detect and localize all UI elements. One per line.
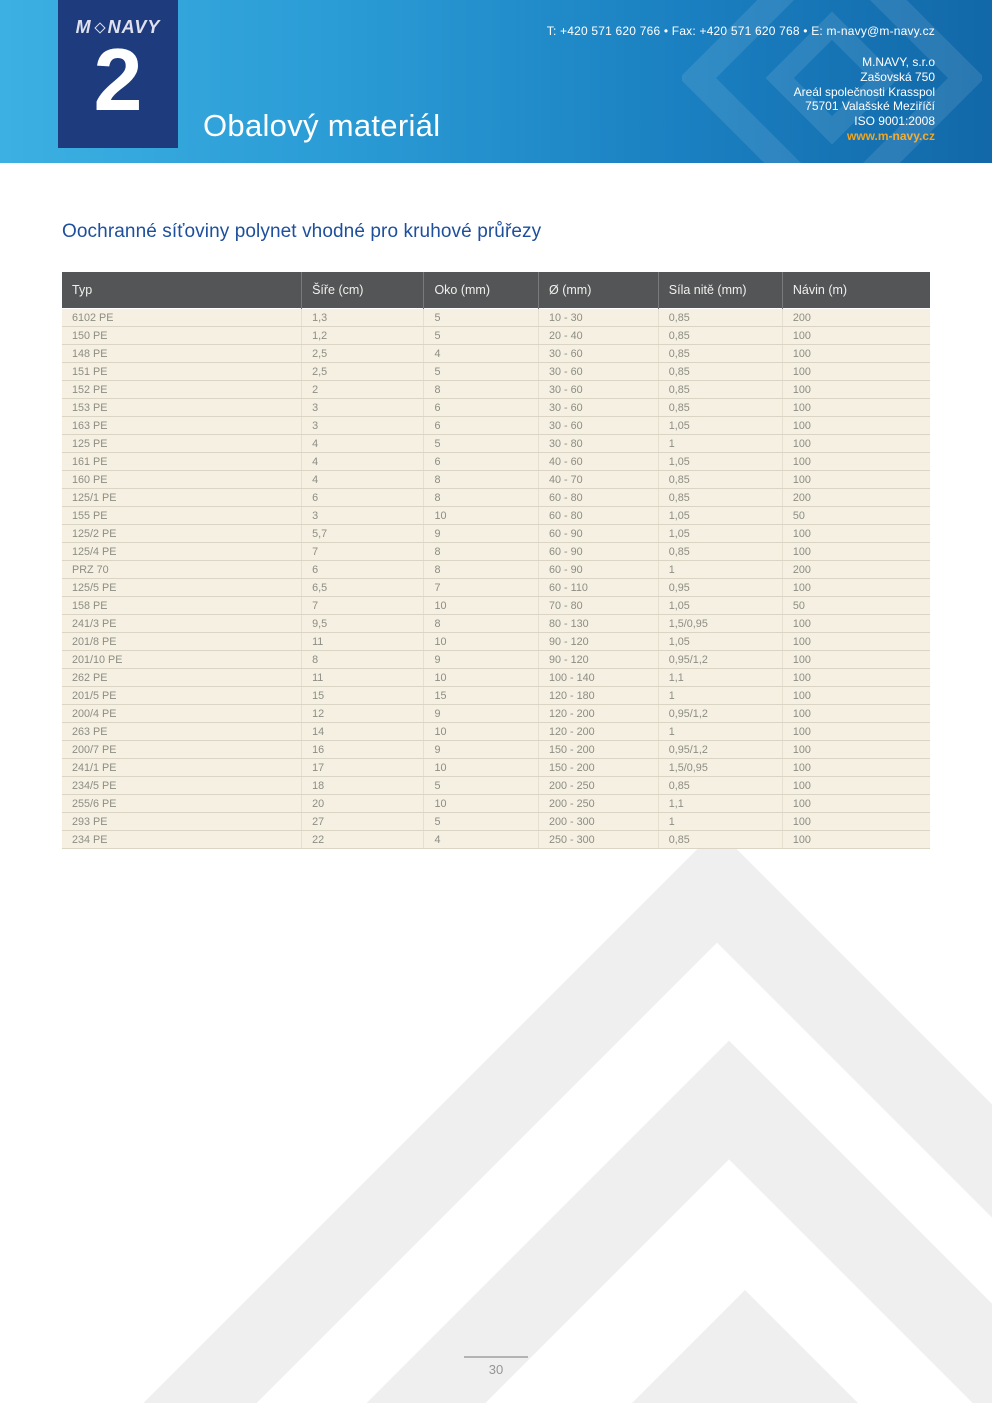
section-title: Oochranné síťoviny polynet vhodné pro kruhové průřezy bbox=[62, 221, 542, 242]
table-cell: 0,85 bbox=[658, 399, 782, 417]
table-cell: 8 bbox=[302, 651, 424, 669]
table-cell: 125 PE bbox=[62, 435, 302, 453]
table-cell: 158 PE bbox=[62, 597, 302, 615]
table-cell: 18 bbox=[302, 777, 424, 795]
table-cell: 100 bbox=[782, 471, 930, 489]
company-iso: ISO 9001:2008 bbox=[854, 114, 935, 129]
table-cell: 100 - 140 bbox=[539, 669, 659, 687]
table-cell: 100 bbox=[782, 651, 930, 669]
table-cell: 60 - 80 bbox=[539, 507, 659, 525]
table-cell: 0,85 bbox=[658, 777, 782, 795]
table-cell: 150 - 200 bbox=[539, 759, 659, 777]
table-cell: 150 PE bbox=[62, 327, 302, 345]
table-cell: 11 bbox=[302, 633, 424, 651]
table-cell: 241/1 PE bbox=[62, 759, 302, 777]
table-row bbox=[62, 705, 930, 723]
company-street: Zašovská 750 bbox=[860, 69, 935, 84]
table-cell: 2 bbox=[302, 381, 424, 399]
table-cell: 60 - 90 bbox=[539, 561, 659, 579]
table-cell: 100 bbox=[782, 777, 930, 795]
table-cell: 4 bbox=[302, 471, 424, 489]
table-cell: 150 - 200 bbox=[539, 741, 659, 759]
table-cell: 0,85 bbox=[658, 381, 782, 399]
table-cell: 100 bbox=[782, 381, 930, 399]
table-cell: 8 bbox=[424, 381, 539, 399]
table-row bbox=[62, 633, 930, 651]
table-cell: 1 bbox=[658, 813, 782, 831]
table-cell: 0,95/1,2 bbox=[658, 741, 782, 759]
table-cell: 0,85 bbox=[658, 345, 782, 363]
table-cell: 5 bbox=[424, 327, 539, 345]
table-cell: 100 bbox=[782, 615, 930, 633]
chapter-number: 2 bbox=[93, 30, 143, 129]
table-cell: 20 bbox=[302, 795, 424, 813]
table-row bbox=[62, 381, 930, 399]
table-cell: 100 bbox=[782, 813, 930, 831]
table-cell: 30 - 60 bbox=[539, 363, 659, 381]
table-cell: 5 bbox=[424, 309, 539, 327]
table-cell: 50 bbox=[782, 597, 930, 615]
table-cell: 9 bbox=[424, 525, 539, 543]
table-cell: 3 bbox=[302, 399, 424, 417]
page-header bbox=[0, 0, 992, 163]
table-cell: 27 bbox=[302, 813, 424, 831]
table-cell: 0,85 bbox=[658, 309, 782, 327]
table-cell: 10 bbox=[424, 723, 539, 741]
table-row bbox=[62, 435, 930, 453]
table-cell: 3 bbox=[302, 417, 424, 435]
table-cell: 10 - 30 bbox=[539, 309, 659, 327]
table-cell: 262 PE bbox=[62, 669, 302, 687]
table-cell: 8 bbox=[424, 471, 539, 489]
table-cell: 9 bbox=[424, 651, 539, 669]
company-city: 75701 Valašské Meziříčí bbox=[805, 99, 935, 114]
table-cell: 100 bbox=[782, 831, 930, 849]
table-cell: 70 - 80 bbox=[539, 597, 659, 615]
table-header-row bbox=[62, 272, 930, 309]
product-table bbox=[62, 272, 930, 849]
table-cell: 1 bbox=[658, 561, 782, 579]
table-cell: 120 - 200 bbox=[539, 705, 659, 723]
table-cell: 125/1 PE bbox=[62, 489, 302, 507]
table-cell: 9 bbox=[424, 741, 539, 759]
table-cell: 0,85 bbox=[658, 471, 782, 489]
table-cell: 100 bbox=[782, 759, 930, 777]
table-cell: 17 bbox=[302, 759, 424, 777]
table-cell: 100 bbox=[782, 579, 930, 597]
table-cell: 0,95 bbox=[658, 579, 782, 597]
table-cell: 160 PE bbox=[62, 471, 302, 489]
table-row bbox=[62, 561, 930, 579]
table-cell: 6 bbox=[302, 561, 424, 579]
table-cell: 10 bbox=[424, 759, 539, 777]
table-cell: 1,1 bbox=[658, 669, 782, 687]
table-cell: 1 bbox=[658, 687, 782, 705]
table-cell: 0,95/1,2 bbox=[658, 651, 782, 669]
table-cell: 5 bbox=[424, 777, 539, 795]
table-cell: 60 - 80 bbox=[539, 489, 659, 507]
table-cell: 22 bbox=[302, 831, 424, 849]
table-cell: 155 PE bbox=[62, 507, 302, 525]
table-cell: 1,05 bbox=[658, 525, 782, 543]
table-cell: 60 - 90 bbox=[539, 543, 659, 561]
table-cell: 250 - 300 bbox=[539, 831, 659, 849]
table-cell: 100 bbox=[782, 525, 930, 543]
table-row bbox=[62, 489, 930, 507]
table-cell: 20 - 40 bbox=[539, 327, 659, 345]
table-cell: 15 bbox=[424, 687, 539, 705]
table-cell: 100 bbox=[782, 543, 930, 561]
table-cell: 7 bbox=[302, 543, 424, 561]
table-cell: 1,05 bbox=[658, 633, 782, 651]
column-header: Návin (m) bbox=[782, 272, 930, 309]
table-cell: 90 - 120 bbox=[539, 633, 659, 651]
page-footer bbox=[0, 1356, 992, 1377]
table-cell: 8 bbox=[424, 543, 539, 561]
table-cell: 30 - 80 bbox=[539, 435, 659, 453]
table-cell: 161 PE bbox=[62, 453, 302, 471]
table-cell: 200 bbox=[782, 489, 930, 507]
table-cell: 6,5 bbox=[302, 579, 424, 597]
table-cell: 30 - 60 bbox=[539, 381, 659, 399]
table-cell: 100 bbox=[782, 795, 930, 813]
table-cell: 200 - 300 bbox=[539, 813, 659, 831]
table-cell: 10 bbox=[424, 669, 539, 687]
table-cell: 100 bbox=[782, 705, 930, 723]
table-body bbox=[62, 309, 930, 849]
table-cell: 3 bbox=[302, 507, 424, 525]
table-cell: 100 bbox=[782, 435, 930, 453]
page-number: 30 bbox=[488, 1362, 504, 1377]
table-row bbox=[62, 813, 930, 831]
company-area: Areál společnosti Krasspol bbox=[793, 84, 935, 99]
table-cell: 0,95/1,2 bbox=[658, 705, 782, 723]
table-cell: PRZ 70 bbox=[62, 561, 302, 579]
table-cell: 1,05 bbox=[658, 597, 782, 615]
table-row bbox=[62, 543, 930, 561]
table-cell: 100 bbox=[782, 417, 930, 435]
table-cell: 6 bbox=[424, 399, 539, 417]
table-cell: 10 bbox=[424, 597, 539, 615]
logo-watermark-header-icon bbox=[682, 0, 982, 228]
table-row bbox=[62, 579, 930, 597]
table-cell: 30 - 60 bbox=[539, 345, 659, 363]
company-website-link[interactable]: www.m-navy.cz bbox=[846, 128, 935, 143]
table-cell: 6 bbox=[424, 417, 539, 435]
table-row bbox=[62, 651, 930, 669]
table-cell: 12 bbox=[302, 705, 424, 723]
table-cell: 50 bbox=[782, 507, 930, 525]
column-header: Ø (mm) bbox=[539, 272, 659, 309]
table-cell: 1 bbox=[658, 435, 782, 453]
table-cell: 201/5 PE bbox=[62, 687, 302, 705]
table-cell: 30 - 60 bbox=[539, 417, 659, 435]
table-cell: 10 bbox=[424, 795, 539, 813]
table-row bbox=[62, 597, 930, 615]
table-cell: 100 bbox=[782, 723, 930, 741]
table-cell: 201/10 PE bbox=[62, 651, 302, 669]
table-cell: 293 PE bbox=[62, 813, 302, 831]
table-cell: 0,85 bbox=[658, 489, 782, 507]
table-cell: 30 - 60 bbox=[539, 399, 659, 417]
table-cell: 151 PE bbox=[62, 363, 302, 381]
table-row bbox=[62, 795, 930, 813]
table-cell: 241/3 PE bbox=[62, 615, 302, 633]
table-cell: 200 bbox=[782, 561, 930, 579]
table-cell: 0,85 bbox=[658, 543, 782, 561]
table-row bbox=[62, 471, 930, 489]
logo-text-m: M bbox=[75, 17, 92, 37]
table-cell: 0,85 bbox=[658, 327, 782, 345]
table-cell: 125/5 PE bbox=[62, 579, 302, 597]
table-cell: 5 bbox=[424, 813, 539, 831]
table-cell: 1,05 bbox=[658, 507, 782, 525]
table-cell: 11 bbox=[302, 669, 424, 687]
table-cell: 120 - 200 bbox=[539, 723, 659, 741]
table-row bbox=[62, 831, 930, 849]
contact-line: T: +420 571 620 766 • Fax: +420 571 620 768 • E: m-navy@m-navy.cz bbox=[546, 24, 935, 38]
table-cell: 15 bbox=[302, 687, 424, 705]
table-row bbox=[62, 417, 930, 435]
table-cell: 125/4 PE bbox=[62, 543, 302, 561]
table-cell: 4 bbox=[302, 435, 424, 453]
table-cell: 60 - 90 bbox=[539, 525, 659, 543]
table-cell: 5,7 bbox=[302, 525, 424, 543]
table-header bbox=[62, 272, 930, 309]
table-cell: 100 bbox=[782, 741, 930, 759]
table-cell: 9,5 bbox=[302, 615, 424, 633]
table-cell: 8 bbox=[424, 615, 539, 633]
table-cell: 1,5/0,95 bbox=[658, 615, 782, 633]
table-cell: 1,05 bbox=[658, 453, 782, 471]
table-cell: 1 bbox=[658, 723, 782, 741]
table-cell: 8 bbox=[424, 489, 539, 507]
table-cell: 7 bbox=[424, 579, 539, 597]
company-name: M.NAVY, s.r.o bbox=[862, 55, 935, 69]
table-cell: 200/4 PE bbox=[62, 705, 302, 723]
table-cell: 200/7 PE bbox=[62, 741, 302, 759]
table-cell: 120 - 180 bbox=[539, 687, 659, 705]
table-cell: 125/2 PE bbox=[62, 525, 302, 543]
table-cell: 10 bbox=[424, 633, 539, 651]
table-row bbox=[62, 309, 930, 327]
table-cell: 1,5/0,95 bbox=[658, 759, 782, 777]
table-cell: 4 bbox=[302, 453, 424, 471]
table-cell: 60 - 110 bbox=[539, 579, 659, 597]
page-title: Obalový materiál bbox=[203, 108, 441, 143]
table-cell: 14 bbox=[302, 723, 424, 741]
table-cell: 1,05 bbox=[658, 417, 782, 435]
table-cell: 4 bbox=[424, 831, 539, 849]
table-row bbox=[62, 453, 930, 471]
column-header: Síla nitě (mm) bbox=[658, 272, 782, 309]
table-cell: 8 bbox=[424, 561, 539, 579]
table-cell: 234/5 PE bbox=[62, 777, 302, 795]
table-cell: 100 bbox=[782, 633, 930, 651]
table-cell: 1,1 bbox=[658, 795, 782, 813]
table-cell: 148 PE bbox=[62, 345, 302, 363]
table-cell: 4 bbox=[424, 345, 539, 363]
table-row bbox=[62, 525, 930, 543]
table-row bbox=[62, 507, 930, 525]
table-row bbox=[62, 687, 930, 705]
table-cell: 7 bbox=[302, 597, 424, 615]
table-cell: 200 bbox=[782, 309, 930, 327]
table-cell: 1,3 bbox=[302, 309, 424, 327]
table-cell: 2,5 bbox=[302, 363, 424, 381]
table-row bbox=[62, 363, 930, 381]
column-header: Typ bbox=[62, 272, 302, 309]
table-cell: 16 bbox=[302, 741, 424, 759]
table-cell: 234 PE bbox=[62, 831, 302, 849]
table-cell: 100 bbox=[782, 453, 930, 471]
table-cell: 200 - 250 bbox=[539, 777, 659, 795]
table-cell: 80 - 130 bbox=[539, 615, 659, 633]
logo-text-navy: NAVY bbox=[107, 17, 161, 37]
table-cell: 100 bbox=[782, 669, 930, 687]
table-row bbox=[62, 741, 930, 759]
table-cell: 0,85 bbox=[658, 831, 782, 849]
table-cell: 5 bbox=[424, 363, 539, 381]
table-row bbox=[62, 615, 930, 633]
table-cell: 1,2 bbox=[302, 327, 424, 345]
table-cell: 40 - 70 bbox=[539, 471, 659, 489]
table-cell: 100 bbox=[782, 399, 930, 417]
table-cell: 153 PE bbox=[62, 399, 302, 417]
table-row bbox=[62, 723, 930, 741]
table-cell: 100 bbox=[782, 345, 930, 363]
table-cell: 0,85 bbox=[658, 363, 782, 381]
table-row bbox=[62, 777, 930, 795]
table-cell: 201/8 PE bbox=[62, 633, 302, 651]
table-cell: 90 - 120 bbox=[539, 651, 659, 669]
table-cell: 255/6 PE bbox=[62, 795, 302, 813]
table-cell: 2,5 bbox=[302, 345, 424, 363]
column-header: Šíře (cm) bbox=[302, 272, 424, 309]
table-cell: 152 PE bbox=[62, 381, 302, 399]
logo-box bbox=[58, 0, 178, 148]
table-row bbox=[62, 399, 930, 417]
table-cell: 100 bbox=[782, 327, 930, 345]
table-cell: 263 PE bbox=[62, 723, 302, 741]
table-cell: 40 - 60 bbox=[539, 453, 659, 471]
table-cell: 10 bbox=[424, 507, 539, 525]
table-cell: 100 bbox=[782, 687, 930, 705]
footer-rule bbox=[464, 1356, 528, 1358]
table-cell: 9 bbox=[424, 705, 539, 723]
table-cell: 6 bbox=[424, 453, 539, 471]
table-row bbox=[62, 669, 930, 687]
table-cell: 6102 PE bbox=[62, 309, 302, 327]
table-cell: 100 bbox=[782, 363, 930, 381]
column-header: Oko (mm) bbox=[424, 272, 539, 309]
table-cell: 163 PE bbox=[62, 417, 302, 435]
table-row bbox=[62, 759, 930, 777]
table-cell: 200 - 250 bbox=[539, 795, 659, 813]
table-cell: 6 bbox=[302, 489, 424, 507]
table-cell: 5 bbox=[424, 435, 539, 453]
table-row bbox=[62, 345, 930, 363]
table-row bbox=[62, 327, 930, 345]
